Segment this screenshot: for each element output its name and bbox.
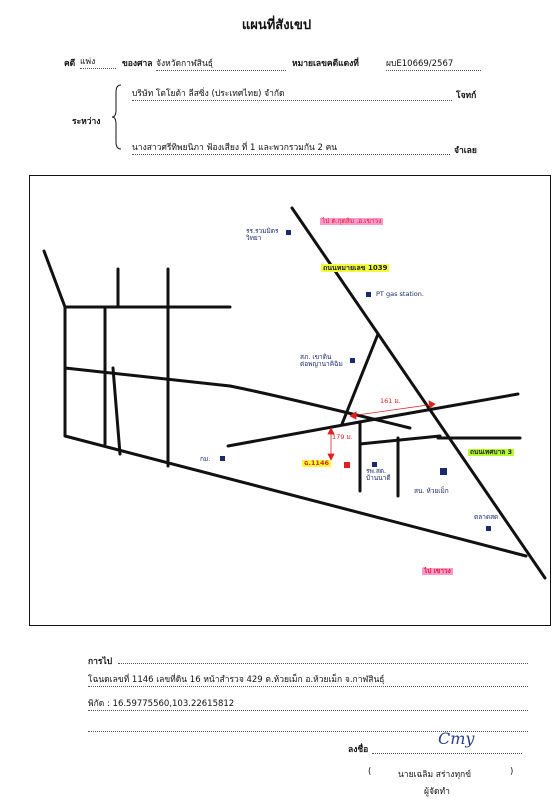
- defendant-role: จำเลย: [454, 146, 477, 156]
- school-marker: [286, 230, 291, 235]
- signer-role: ผู้จัดทำ: [424, 787, 450, 797]
- office-marker: [440, 468, 447, 475]
- temple-label: สภ. เขาดิน ต่อพญานาคิฉิม: [300, 353, 343, 369]
- close-paren: ): [510, 767, 514, 777]
- distance-side-label: 179 ม.: [332, 433, 353, 441]
- hospital-label: รพ.สต. บ้านนาดี: [366, 467, 391, 483]
- court-label: ของศาล: [122, 59, 153, 69]
- coords-text: พิกัด : 16.59775560,103.22615812: [88, 696, 528, 711]
- road-branch: [342, 334, 378, 424]
- land-deed-text: โฉนดเลขที่ 1146 เลขที่ดิน 16 หน้าสำรวจ 429 ต.ห้วยเม็ก อ.ห้วยเม็ก จ.กาฬสินธุ์: [88, 672, 528, 687]
- red-number-label: หมายเลขคดีแดงที่: [292, 59, 359, 69]
- gas-station-label: PT gas station.: [376, 290, 424, 298]
- village-label: กม.: [200, 455, 211, 463]
- highway-label: ถนนหมายเลข 1039: [323, 264, 388, 272]
- top-direction-label: ไป ต.กุดสิม ,อ.เขาวง: [322, 217, 382, 225]
- directions-label: การไป: [88, 657, 113, 667]
- defendant-name: นางสาวศรีทิพยนิภา ฟ้องเสียง ที่ 1 และพวกรวมกัน 2 คน: [132, 140, 450, 155]
- map-roads: [30, 176, 551, 626]
- bottom-direction-label: ไป เขาวง: [424, 567, 451, 575]
- sign-line: [372, 752, 522, 754]
- open-paren: (: [368, 767, 372, 777]
- red-number: ผบE10669/2567: [386, 56, 481, 71]
- property-marker: [344, 462, 350, 468]
- office-label: สน. ห้วยเม็ก: [414, 487, 449, 495]
- court-name: จังหวัดกาฬสินธุ์: [156, 56, 286, 71]
- sketch-map: [29, 175, 551, 626]
- road-upper-left: [44, 251, 65, 307]
- road-grid-mid: [65, 368, 230, 386]
- school-label: รร.รวมมิตร วิทยา: [246, 227, 279, 243]
- temple-marker: [350, 358, 355, 363]
- between-brace: [112, 84, 122, 150]
- signature-mark: Cmy: [438, 729, 475, 748]
- signer-name: นายเฉลิม สร่างทุกข์: [398, 770, 472, 780]
- case-label: คดี: [64, 59, 76, 69]
- sign-label: ลงชื่อ: [348, 745, 369, 755]
- case-type: แพ่ง: [80, 54, 116, 69]
- plaintiff-name: บริษัท โตโยต้า ลีสซิ่ง (ประเทศไทย) จำกัด: [132, 86, 452, 101]
- road-lower: [65, 433, 526, 556]
- between-label: ระหว่าง: [72, 117, 101, 127]
- property-label: ฉ.1146: [304, 459, 329, 467]
- market-label: ตลาดสด: [474, 513, 499, 521]
- road-curve: [230, 386, 410, 428]
- distance-main-label: 161 ม.: [380, 397, 401, 405]
- directions-line: [118, 662, 528, 664]
- market-marker: [486, 526, 491, 531]
- gas-station-marker: [366, 292, 371, 297]
- local-road-label: ถนนเทศบาล 3: [470, 448, 512, 456]
- page-title: แผนที่สังเขป: [241, 18, 312, 33]
- village-marker: [220, 456, 225, 461]
- plaintiff-role: โจทก์: [456, 91, 477, 101]
